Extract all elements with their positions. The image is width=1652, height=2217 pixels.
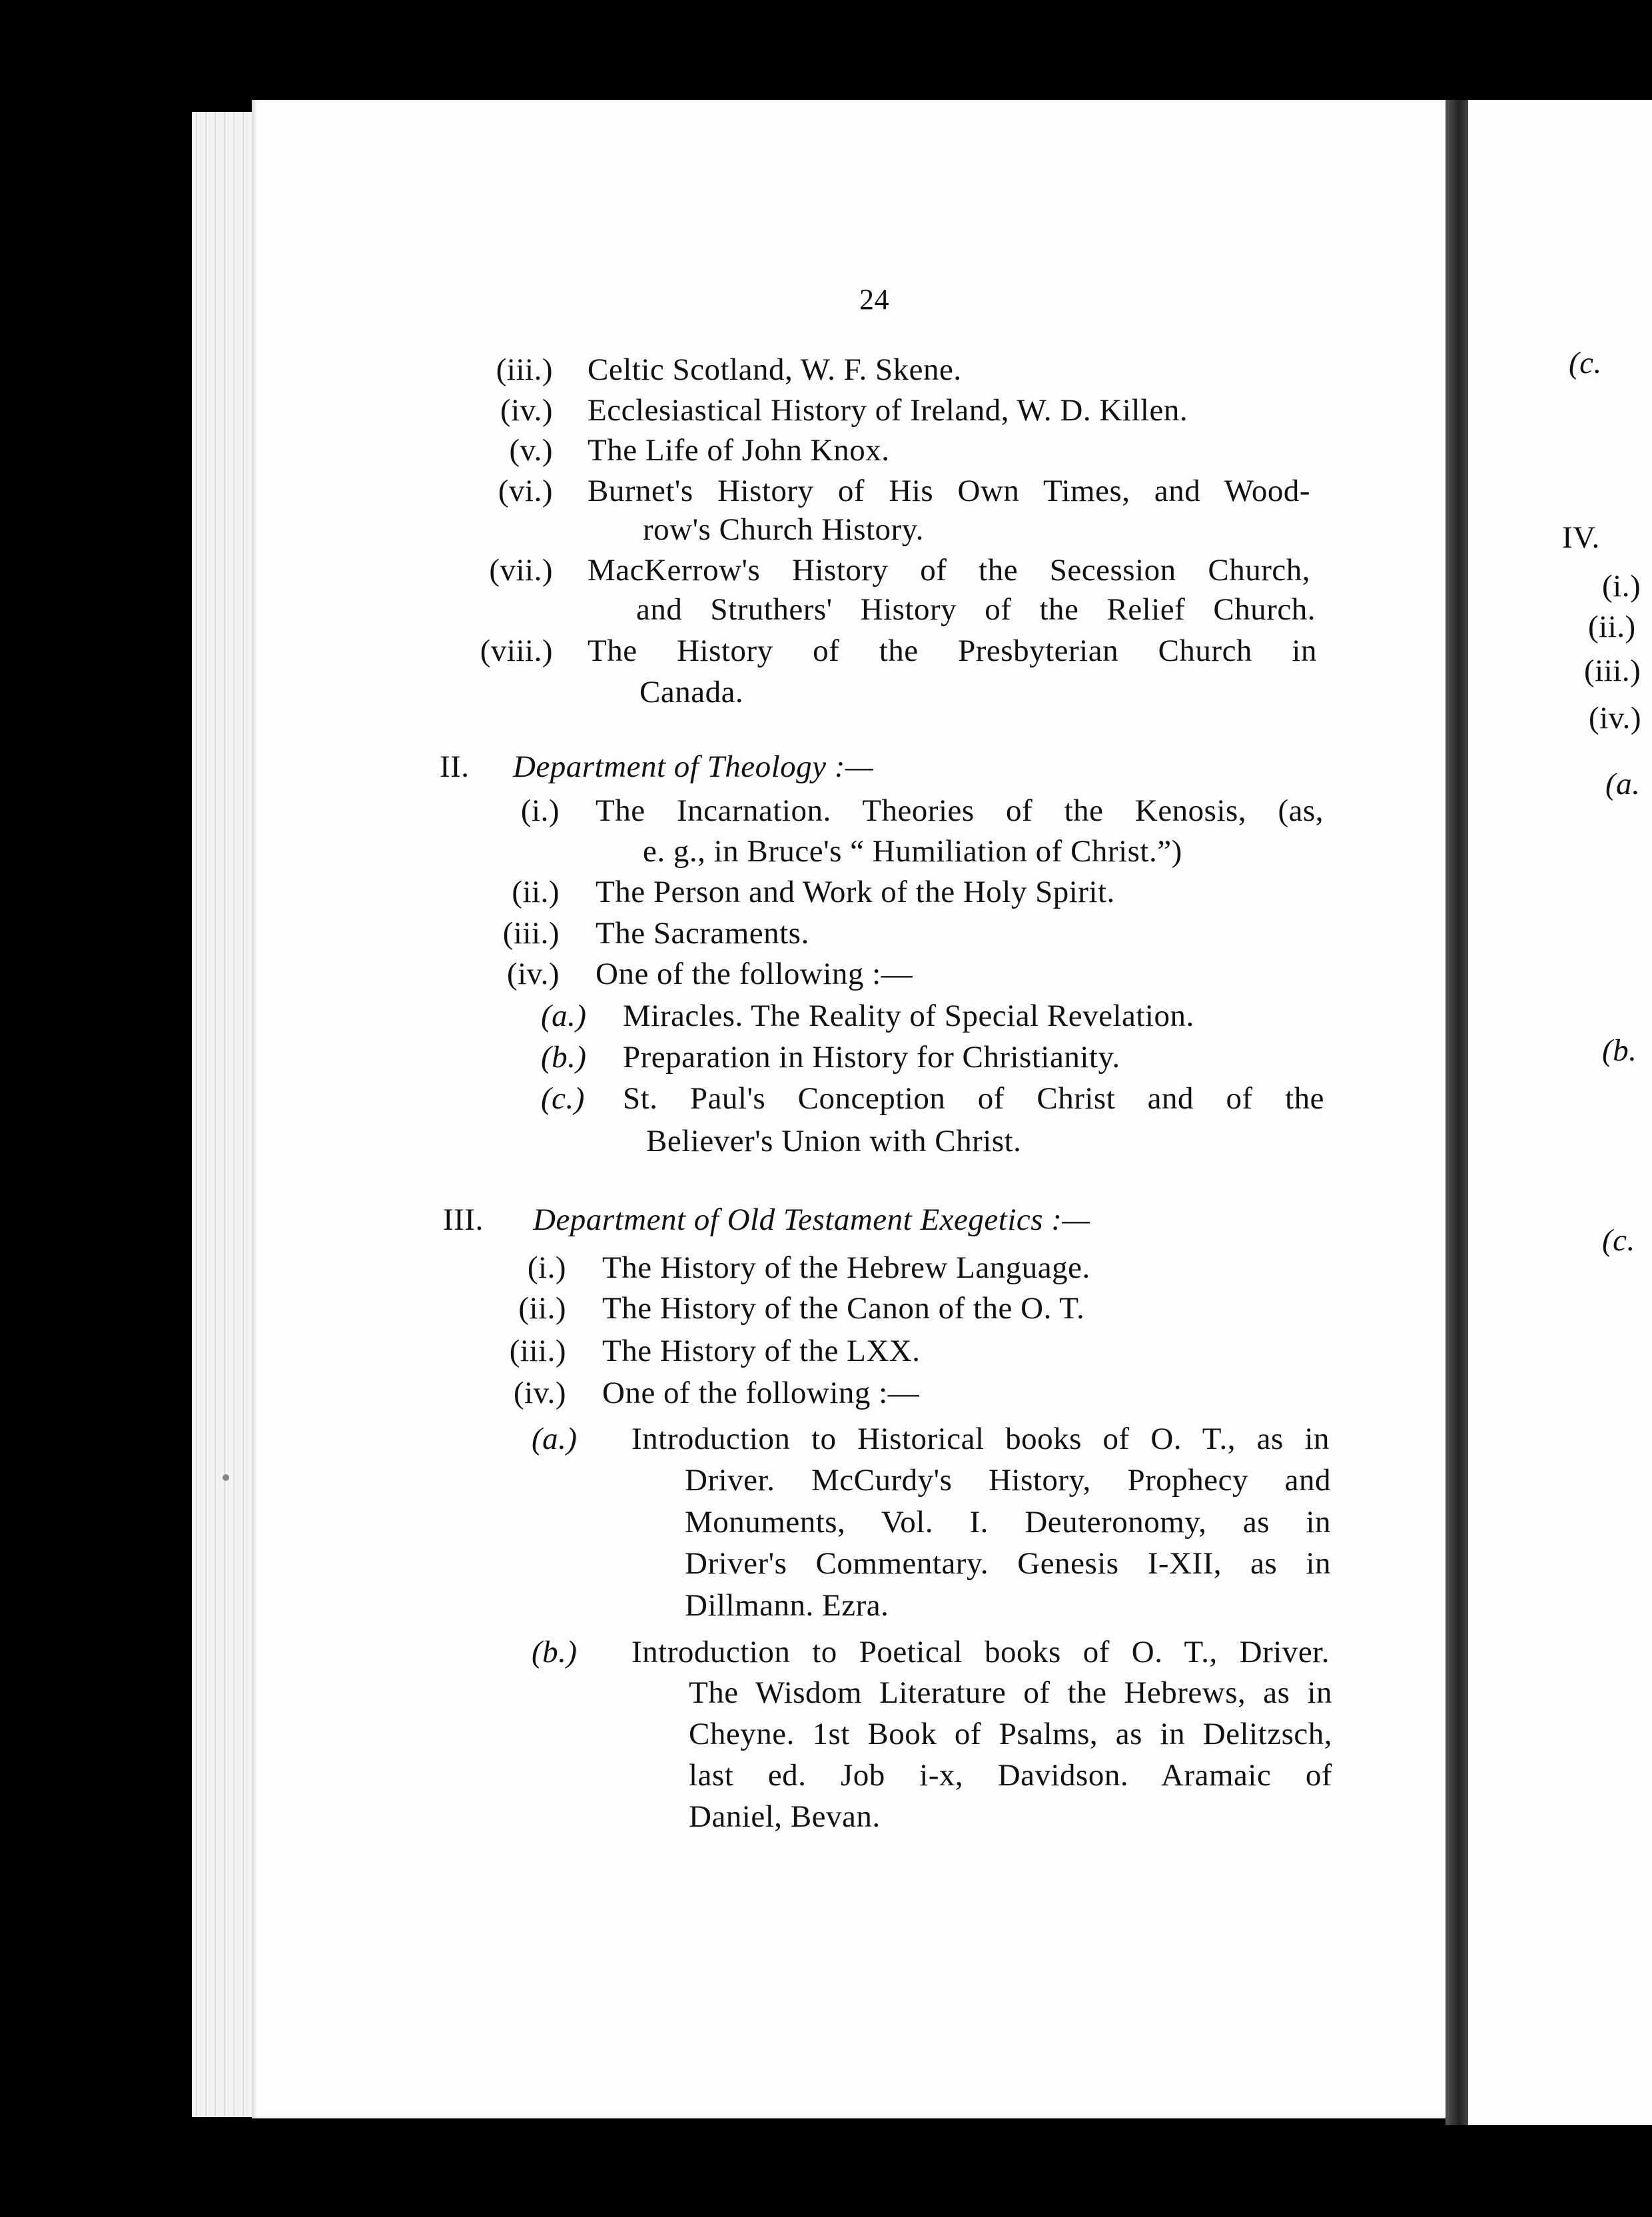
item-number: (ii.) bbox=[512, 875, 560, 909]
subitem-text-continued: Monuments, Vol. I. Deuteronomy, as in bbox=[685, 1505, 1331, 1540]
item-number: (iv.) bbox=[506, 957, 560, 991]
subitem-text: St. Paul's Conception of Christ and of the bbox=[623, 1081, 1324, 1116]
item-text: The Person and Work of the Holy Spirit. bbox=[596, 875, 1115, 909]
item-text: Burnet's History of His Own Times, and Wood- bbox=[588, 474, 1310, 508]
item-number: (iii.) bbox=[509, 1334, 566, 1368]
item-number: (v.) bbox=[509, 433, 553, 468]
subitem-text-continued: Cheyne. 1st Book of Psalms, as in Delitzsch, bbox=[689, 1717, 1332, 1751]
item-text: The History of the Hebrew Language. bbox=[602, 1250, 1090, 1285]
item-text: Celtic Scotland, W. F. Skene. bbox=[588, 352, 962, 387]
subitem-letter: (b.) bbox=[532, 1635, 578, 1669]
subitem-text: Miracles. The Reality of Special Revelation. bbox=[623, 999, 1194, 1033]
facing-fragment: (i.) bbox=[1602, 569, 1641, 604]
section-numeral: III. bbox=[443, 1202, 484, 1237]
subitem-letter: (b.) bbox=[541, 1040, 587, 1075]
book-page-right bbox=[1468, 100, 1652, 2125]
page-number: 24 bbox=[859, 283, 889, 316]
item-number: (vii.) bbox=[489, 553, 553, 588]
subitem-text: Introduction to Historical books of O. T., as in bbox=[631, 1422, 1330, 1456]
facing-fragment: (iv.) bbox=[1589, 701, 1642, 735]
item-text: Ecclesiastical History of Ireland, W. D. Killen. bbox=[588, 393, 1188, 428]
facing-fragment: (a. bbox=[1605, 767, 1641, 801]
item-text: The History of the Canon of the O. T. bbox=[602, 1291, 1085, 1326]
subitem-text: Introduction to Poetical books of O. T., Driver. bbox=[631, 1635, 1330, 1669]
item-number: (viii.) bbox=[480, 634, 553, 668]
item-number: (iv.) bbox=[513, 1376, 566, 1410]
item-number: (iv.) bbox=[500, 393, 553, 428]
item-text: The Incarnation. Theories of the Kenosis, (as, bbox=[596, 793, 1324, 828]
subitem-text-continued: Dillmann. Ezra. bbox=[685, 1588, 889, 1623]
item-text: The History of the Presbyterian Church in bbox=[588, 634, 1317, 668]
item-text-continued: e. g., in Bruce's “ Humiliation of Christ.”) bbox=[643, 834, 1182, 869]
item-number: (iii.) bbox=[496, 352, 553, 387]
item-text-continued: and Struthers' History of the Relief Church. bbox=[636, 592, 1316, 627]
item-number: (iii.) bbox=[502, 916, 560, 951]
subitem-text: Preparation in History for Christianity. bbox=[623, 1040, 1120, 1075]
speck bbox=[222, 1474, 229, 1481]
item-text: The History of the LXX. bbox=[602, 1334, 921, 1368]
section-numeral: II. bbox=[440, 749, 470, 784]
subitem-letter: (a.) bbox=[532, 1422, 578, 1456]
item-number: (vi.) bbox=[498, 474, 553, 508]
item-number: (i.) bbox=[527, 1250, 566, 1285]
facing-fragment: (ii.) bbox=[1588, 610, 1636, 644]
section-heading: Department of Old Testament Exegetics :— bbox=[533, 1202, 1090, 1237]
item-text: MacKerrow's History of the Secession Church, bbox=[588, 553, 1310, 588]
facing-fragment: (c. bbox=[1602, 1223, 1635, 1258]
subitem-letter: (a.) bbox=[541, 999, 587, 1033]
item-text-continued: Canada. bbox=[639, 675, 744, 709]
facing-fragment: (b. bbox=[1602, 1033, 1637, 1068]
item-text: One of the following :— bbox=[596, 957, 913, 991]
subitem-letter: (c.) bbox=[541, 1081, 585, 1116]
item-text: The Life of John Knox. bbox=[588, 433, 890, 468]
subitem-text-continued: Driver. McCurdy's History, Prophecy and bbox=[685, 1463, 1331, 1498]
book-gutter bbox=[1446, 100, 1468, 2125]
facing-fragment: IV. bbox=[1562, 520, 1600, 555]
subitem-text-continued: Daniel, Bevan. bbox=[689, 1799, 881, 1834]
subitem-text-continued: Driver's Commentary. Genesis I-XII, as in bbox=[685, 1546, 1331, 1581]
item-number: (i.) bbox=[520, 793, 560, 828]
item-text: One of the following :— bbox=[602, 1376, 920, 1410]
facing-fragment: (iii.) bbox=[1584, 654, 1641, 688]
subitem-text-continued: last ed. Job i-x, Davidson. Aramaic of bbox=[689, 1758, 1332, 1793]
subitem-text-continued: Believer's Union with Christ. bbox=[646, 1124, 1022, 1158]
subitem-text-continued: The Wisdom Literature of the Hebrews, as in bbox=[689, 1675, 1332, 1710]
item-number: (ii.) bbox=[518, 1291, 566, 1326]
item-text: The Sacraments. bbox=[596, 916, 809, 951]
item-text-continued: row's Church History. bbox=[643, 512, 924, 547]
facing-fragment: (c. bbox=[1569, 346, 1602, 380]
section-heading: Department of Theology :— bbox=[513, 749, 874, 784]
